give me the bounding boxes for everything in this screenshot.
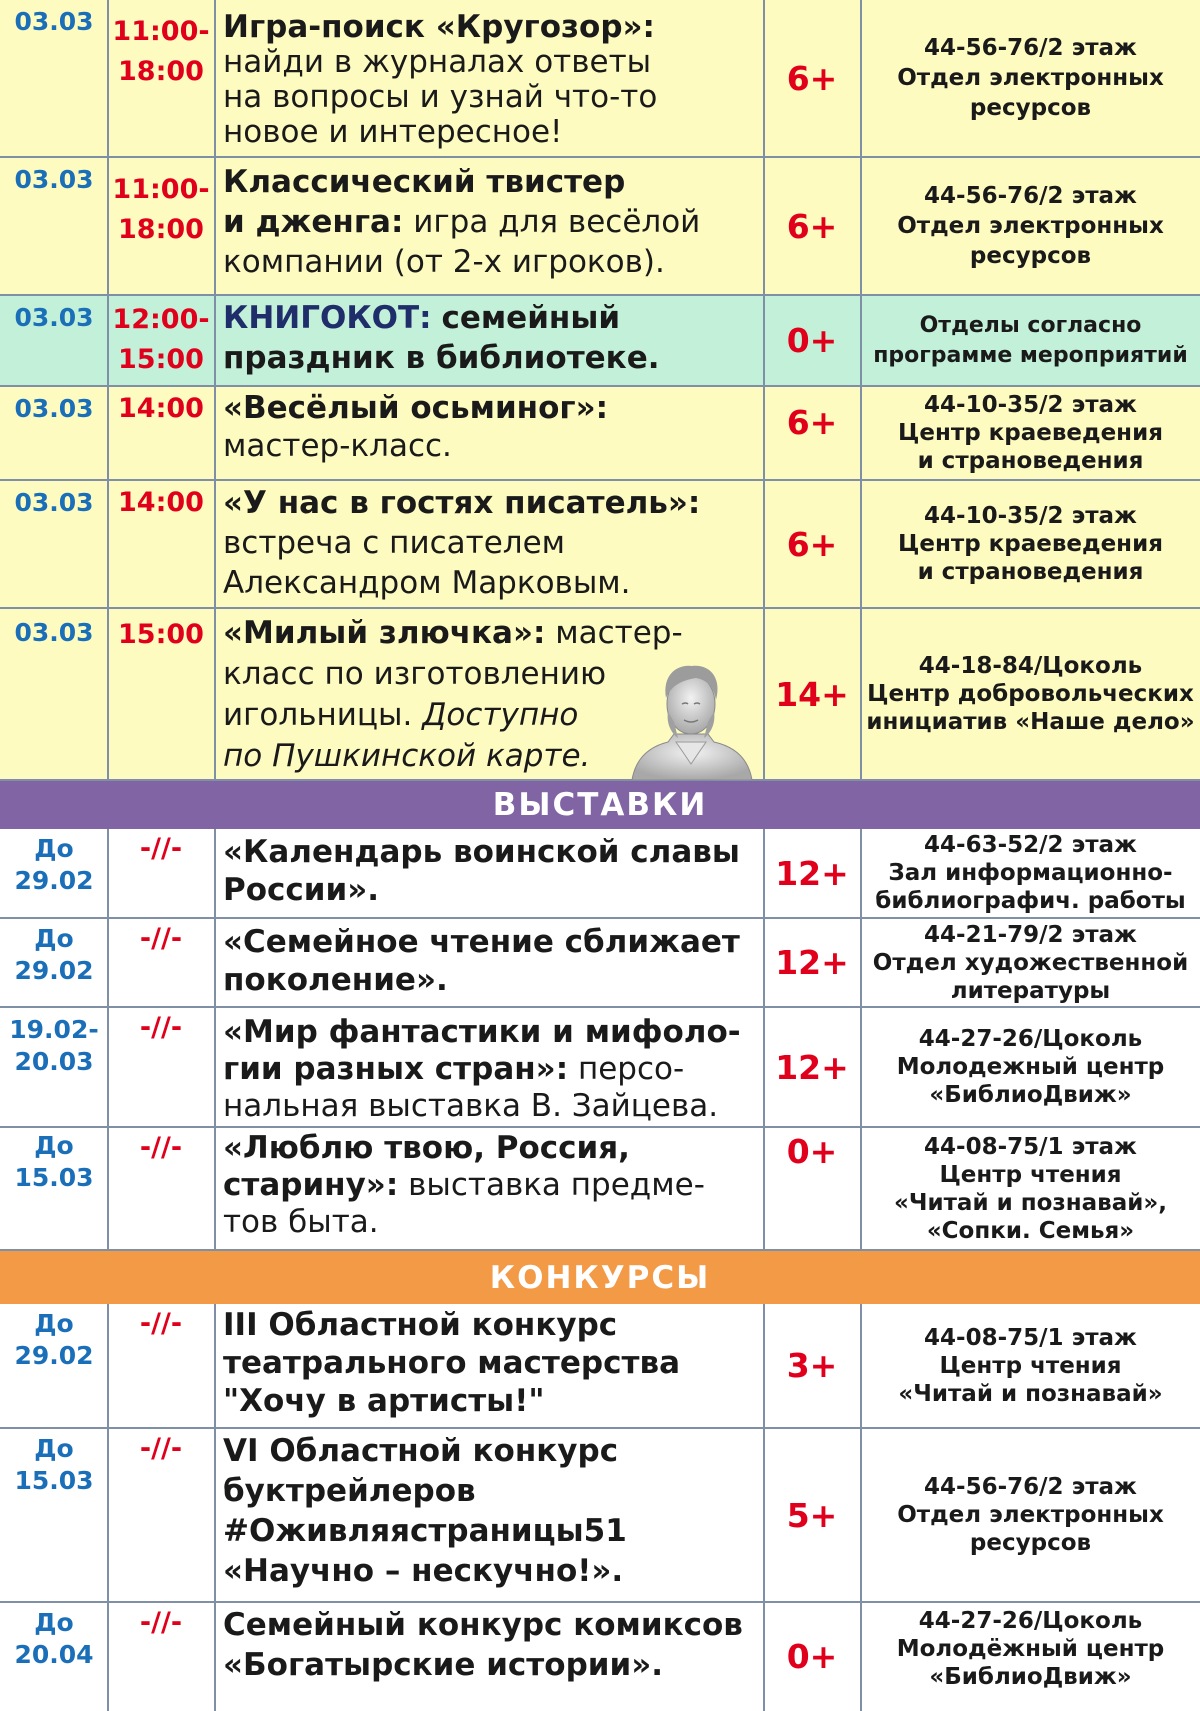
age-rating: 5+ <box>786 1495 838 1535</box>
location-line: инициатив «Наше дело» <box>866 709 1195 735</box>
desc-line: выставка предме- <box>408 1167 705 1203</box>
event-title: Семейный конкурс комиксов <box>223 1607 743 1643</box>
date-line: До <box>34 1608 74 1637</box>
age-rating: 14+ <box>775 674 849 714</box>
event-location <box>861 0 1200 156</box>
desc-line: Александром Марковым. <box>223 565 631 601</box>
event-title: старину»: <box>223 1167 399 1203</box>
event-time <box>108 1128 214 1249</box>
event-location <box>861 387 1200 479</box>
event-title: «Мир фантастики и мифоло- <box>223 1014 741 1050</box>
event-description <box>215 1603 763 1711</box>
age-rating: 12+ <box>775 853 849 893</box>
time-line: -//- <box>139 1607 183 1638</box>
age-rating: 0+ <box>786 1637 838 1676</box>
location-line: 44-27-26/Цоколь <box>918 1026 1143 1052</box>
event-location <box>861 1304 1200 1427</box>
event-location <box>861 158 1200 294</box>
event-location <box>861 1008 1200 1126</box>
event-description <box>215 296 763 385</box>
event-time <box>108 919 214 1006</box>
event-location <box>861 609 1200 779</box>
event-description <box>215 919 763 1006</box>
event-description <box>215 0 763 156</box>
event-time <box>108 387 214 479</box>
time-line: 12:00- <box>112 304 210 335</box>
event-time <box>108 296 214 385</box>
time-line: -//- <box>139 923 183 954</box>
event-location <box>861 1128 1200 1249</box>
time-line: 11:00- <box>112 16 210 47</box>
date-line: До <box>34 1131 74 1160</box>
date-line: 03.03 <box>14 394 94 423</box>
event-title: семейный <box>441 300 621 336</box>
event-location <box>861 829 1200 917</box>
location-line: ресурсов <box>969 95 1092 121</box>
event-row-octopus <box>0 387 1200 481</box>
event-title: России». <box>223 872 380 908</box>
desc-line: тов быта. <box>223 1204 379 1240</box>
event-title: VI Областной конкурс <box>223 1433 619 1469</box>
event-time <box>108 481 214 607</box>
section-header-exhibitions: ВЫСТАВКИ <box>0 781 1200 829</box>
event-title: «Весёлый осьминог»: <box>223 390 609 426</box>
event-title: «У нас в гостях писатель»: <box>223 485 701 521</box>
date-line: 03.03 <box>14 303 94 332</box>
pushkin-bust-icon <box>622 660 760 780</box>
age-rating: 3+ <box>786 1346 838 1385</box>
event-description <box>215 481 763 607</box>
desc-line: найди в журналах ответы <box>223 44 652 80</box>
event-row-knigokot <box>0 296 1200 387</box>
event-date <box>0 158 108 294</box>
age-rating: 0+ <box>786 321 838 360</box>
location-line: Зал информационно- <box>888 860 1173 886</box>
location-line: программе мероприятий <box>873 342 1188 368</box>
event-title: «Научно – нескучно!». <box>223 1553 624 1589</box>
event-title: КНИГОКОТ: <box>223 300 432 336</box>
event-row-kругозор <box>0 0 1200 158</box>
exhibition-row <box>0 1128 1200 1251</box>
time-line: -//- <box>139 833 183 864</box>
location-line: 44-63-52/2 этаж <box>924 832 1137 858</box>
event-date <box>0 1008 108 1126</box>
date-line: 19.02- <box>9 1015 99 1044</box>
event-date <box>0 829 108 917</box>
event-description <box>215 1128 763 1249</box>
desc-line: новое и интересное! <box>223 114 563 150</box>
event-date <box>0 0 108 156</box>
event-title: и дженга: <box>223 204 404 240</box>
event-date <box>0 609 108 779</box>
date-line: До <box>34 834 74 863</box>
event-title: поколение». <box>223 962 448 998</box>
date-line: 03.03 <box>14 618 94 647</box>
date-line: 29.02 <box>14 956 94 985</box>
location-line: 44-10-35/2 этаж <box>924 392 1137 418</box>
time-line: 14:00 <box>118 393 204 424</box>
event-title: театрального мастерства <box>223 1345 680 1381</box>
location-line: Центр краеведения <box>898 420 1163 446</box>
desc-line: компании (от 2-х игроков). <box>223 244 665 280</box>
event-description <box>215 158 763 294</box>
time-line: -//- <box>139 1132 183 1163</box>
location-line: ресурсов <box>969 243 1092 269</box>
location-line: Центр чтения <box>939 1352 1122 1379</box>
age-rating: 6+ <box>786 403 838 442</box>
exhibition-row <box>0 829 1200 919</box>
event-row-zlyuchka <box>0 609 1200 781</box>
time-line: 14:00 <box>118 487 204 518</box>
location-line: Центр краеведения <box>898 531 1163 557</box>
event-location <box>861 1429 1200 1601</box>
event-title: III Областной конкурс <box>223 1307 618 1343</box>
location-line: «Читай и познавай», <box>894 1189 1167 1216</box>
event-date <box>0 1603 108 1711</box>
location-line: 44-21-79/2 этаж <box>924 921 1137 948</box>
event-title: гии разных стран»: <box>223 1051 569 1087</box>
event-description <box>215 1429 763 1601</box>
date-line: 20.04 <box>14 1640 94 1669</box>
date-line: 03.03 <box>14 165 94 194</box>
event-date <box>0 387 108 479</box>
event-description <box>215 387 763 479</box>
contest-row <box>0 1603 1200 1711</box>
time-line: 15:00 <box>118 619 204 650</box>
age-rating: 6+ <box>786 524 838 564</box>
desc-line: на вопросы и узнай что-то <box>223 79 658 115</box>
date-line: До <box>34 1309 74 1338</box>
event-description <box>215 1304 763 1427</box>
event-time <box>108 829 214 917</box>
date-line: 03.03 <box>14 7 94 36</box>
age-rating: 12+ <box>775 1047 849 1087</box>
desc-line: встреча с писателем <box>223 525 566 561</box>
date-line: 29.02 <box>14 866 94 895</box>
location-line: ресурсов <box>969 1530 1092 1556</box>
event-title: «Семейное чтение сближает <box>223 924 740 960</box>
location-line: Отдел художественной <box>872 949 1189 976</box>
event-time <box>108 1429 214 1601</box>
event-title: «Люблю твою, Россия, <box>223 1130 630 1166</box>
contest-row <box>0 1304 1200 1429</box>
event-title: "Хочу в артисты!" <box>223 1383 545 1419</box>
event-date <box>0 1429 108 1601</box>
location-line: Молодёжный центр <box>896 1636 1165 1662</box>
event-time <box>108 1304 214 1427</box>
event-title: буктрейлеров <box>223 1473 476 1509</box>
location-line: библиографич. работы <box>875 888 1186 914</box>
event-title: «Богатырские истории». <box>223 1647 664 1683</box>
location-line: Отдел электронных <box>897 213 1164 239</box>
location-line: Центр добровольческих <box>867 681 1194 707</box>
event-description <box>215 829 763 917</box>
location-line: Отдел электронных <box>897 1502 1164 1528</box>
exhibition-row <box>0 1008 1200 1128</box>
section-header-contests: КОНКУРСЫ <box>0 1251 1200 1304</box>
desc-line: мастер- <box>555 615 683 651</box>
location-line: Отдел электронных <box>897 65 1164 91</box>
location-line: 44-18-84/Цоколь <box>918 653 1143 679</box>
location-line: Центр чтения <box>939 1161 1122 1188</box>
event-row-writer <box>0 481 1200 609</box>
event-title: #Оживляястраницы51 <box>223 1513 627 1549</box>
event-location <box>861 919 1200 1006</box>
time-line: 18:00 <box>118 56 204 87</box>
location-line: и страноведения <box>917 559 1144 585</box>
age-rating: 12+ <box>775 943 849 982</box>
event-date <box>0 919 108 1006</box>
pushkin-card-note: по Пушкинской карте. <box>223 738 591 774</box>
event-time <box>108 158 214 294</box>
date-line: До <box>34 1434 74 1463</box>
event-date <box>0 1304 108 1427</box>
desc-line: нальная выставка В. Зайцева. <box>223 1088 719 1124</box>
location-line: 44-08-75/1 этаж <box>924 1133 1137 1160</box>
date-line: 15.03 <box>14 1466 94 1495</box>
event-time <box>108 609 214 779</box>
event-title: «Календарь воинской славы <box>223 834 740 870</box>
age-rating: 6+ <box>786 58 838 98</box>
event-time <box>108 1008 214 1126</box>
location-line: «БиблиоДвиж» <box>929 1664 1132 1690</box>
event-location <box>861 481 1200 607</box>
age-rating: 0+ <box>786 1132 838 1171</box>
location-line: 44-56-76/2 этаж <box>924 35 1137 61</box>
event-time <box>108 0 214 156</box>
location-line: 44-56-76/2 этаж <box>924 183 1137 209</box>
time-line: -//- <box>139 1433 183 1464</box>
pushkin-card-note: Доступно <box>422 697 579 733</box>
date-line: До <box>34 924 74 953</box>
desc-line: игольницы. <box>223 697 413 733</box>
time-line: 15:00 <box>118 344 204 375</box>
event-location <box>861 1603 1200 1711</box>
location-line: 44-27-26/Цоколь <box>918 1608 1143 1634</box>
time-line: -//- <box>139 1012 183 1043</box>
event-date <box>0 1128 108 1249</box>
event-location <box>861 296 1200 385</box>
location-line: и страноведения <box>917 448 1144 474</box>
date-line: 20.03 <box>14 1047 94 1076</box>
contest-row <box>0 1429 1200 1603</box>
exhibition-row <box>0 919 1200 1008</box>
location-line: Молодежный центр <box>896 1054 1165 1080</box>
location-line: «БиблиоДвиж» <box>929 1082 1132 1108</box>
date-line: 15.03 <box>14 1163 94 1192</box>
time-line: 18:00 <box>118 214 204 245</box>
date-line: 29.02 <box>14 1341 94 1370</box>
location-line: 44-56-76/2 этаж <box>924 1474 1137 1500</box>
location-line: «Сопки. Семья» <box>926 1217 1135 1244</box>
location-line: литературы <box>950 977 1111 1004</box>
age-rating: 6+ <box>786 206 838 246</box>
event-title: Классический твистер <box>223 164 626 200</box>
event-date <box>0 481 108 607</box>
event-description <box>215 1008 763 1126</box>
location-line: «Читай и познавай» <box>898 1380 1163 1407</box>
event-title: Игра-поиск «Кругозор»: <box>223 9 655 45</box>
event-row-twister <box>0 158 1200 296</box>
event-title: праздник в библиотеке. <box>223 340 660 376</box>
date-line: 03.03 <box>14 488 94 517</box>
event-time <box>108 1603 214 1711</box>
time-line: 11:00- <box>112 174 210 205</box>
location-line: 44-08-75/1 этаж <box>924 1324 1137 1351</box>
desc-line: мастер-класс. <box>223 428 452 464</box>
event-date <box>0 296 108 385</box>
desc-line: класс по изготовлению <box>223 656 607 692</box>
location-line: 44-10-35/2 этаж <box>924 503 1137 529</box>
location-line: Отделы согласно <box>919 312 1142 338</box>
desc-line: персо- <box>577 1051 685 1087</box>
desc-line: игра для весёлой <box>413 204 701 240</box>
time-line: -//- <box>139 1308 183 1339</box>
event-title: «Милый злючка»: <box>223 615 546 651</box>
